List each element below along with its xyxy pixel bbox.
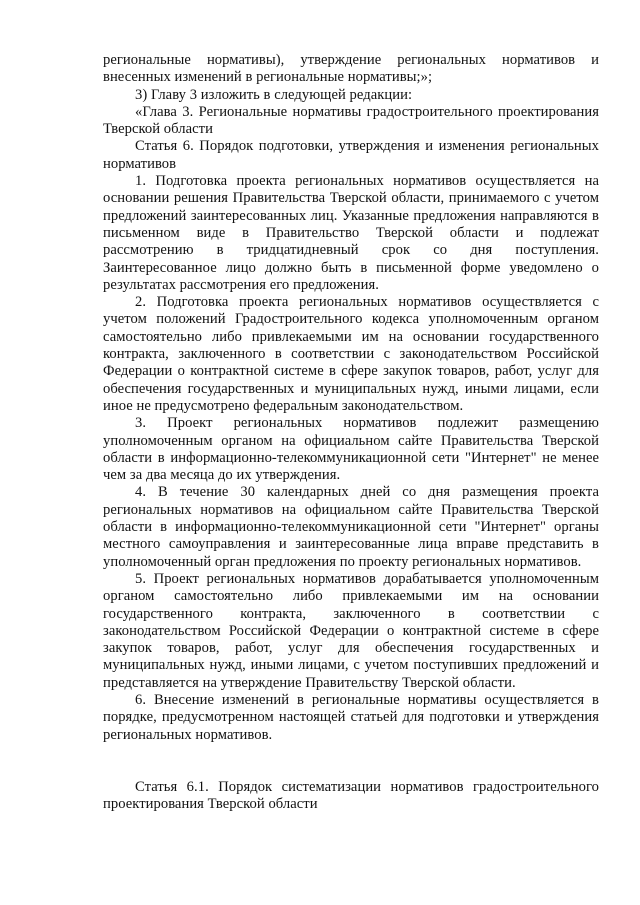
clause-2: 2. Подготовка проекта региональных нормативов осуществляется с учетом положений Градостроительного кодекса уполномоченным органом самостоятельно либо привлекаемыми им на основании государственного контракта, заключенного в соответствии с законодательством Российской Федерации о контрактной системе в сфере закупок товаров, работ, услуг для обеспечения государственных и муниципальных нужд, иными лицами, если иное не предусмотрено федеральным законодательством. <box>103 294 599 414</box>
clause-3: 3. Проект региональных нормативов подлежит размещению уполномоченным органом на официальном сайте Правительства Тверской области в информационно-телекоммуникационной сети "Интернет" не менее чем за два месяца до их утверждения. <box>103 415 599 484</box>
clause-5: 5. Проект региональных нормативов дорабатывается уполномоченным органом самостоятельно либо привлекаемыми им на основании государственного контракта, заключенного в соответствии с законодательством Российской Федерации о контрактной системе в сфере закупок товаров, работ, услуг для обеспечения государственных и муниципальных нужд, иными лицами, с учетом поступивших предложений и представляется на утверждение Правительству Тверской области. <box>103 570 599 691</box>
article-6-heading: Статья 6. Порядок подготовки, утверждения и изменения региональных нормативов <box>103 138 599 172</box>
clause-1: 1. Подготовка проекта региональных нормативов осуществляется на основании решения Правительства Тверской области, принимаемого с учетом предложений заинтересованных лиц. Указанные предложения направляются в письменном виде в Правительство Тверской области и подлежат рассмотрению в тридцатидневный срок со дня поступления. Заинтересованное лицо должно быть в письменной форме уведомлено о результатах рассмотрения его предложения. <box>103 173 599 293</box>
clause-6: 6. Внесение изменений в региональные нормативы осуществляется в порядке, предусмотренном настоящей статьей для подготовки и утверждения региональных нормативов. <box>103 691 599 743</box>
article-6-1-heading: Статья 6.1. Порядок систематизации нормативов градостроительного проектирования Тверской области <box>103 778 599 813</box>
clause-4: 4. В течение 30 календарных дней со дня размещения проекта региональных нормативов на официальном сайте Правительства Тверской области в информационно-телекоммуникационной сети "Интернет" органы местного самоуправления и заинтересованные лица вправе представить в уполномоченный орган предложения по проекту региональных нормативов. <box>103 484 599 570</box>
document-body <box>103 52 599 813</box>
paragraph-spacer <box>103 744 599 779</box>
chapter-heading: «Глава 3. Региональные нормативы градостроительного проектирования Тверской области <box>103 103 599 138</box>
paragraph-continuation: региональные нормативы), утверждение региональных нормативов и внесенных изменений в региональные нормативы;»; <box>103 52 599 86</box>
paragraph-item-3: 3) Главу 3 изложить в следующей редакции: <box>135 86 413 103</box>
